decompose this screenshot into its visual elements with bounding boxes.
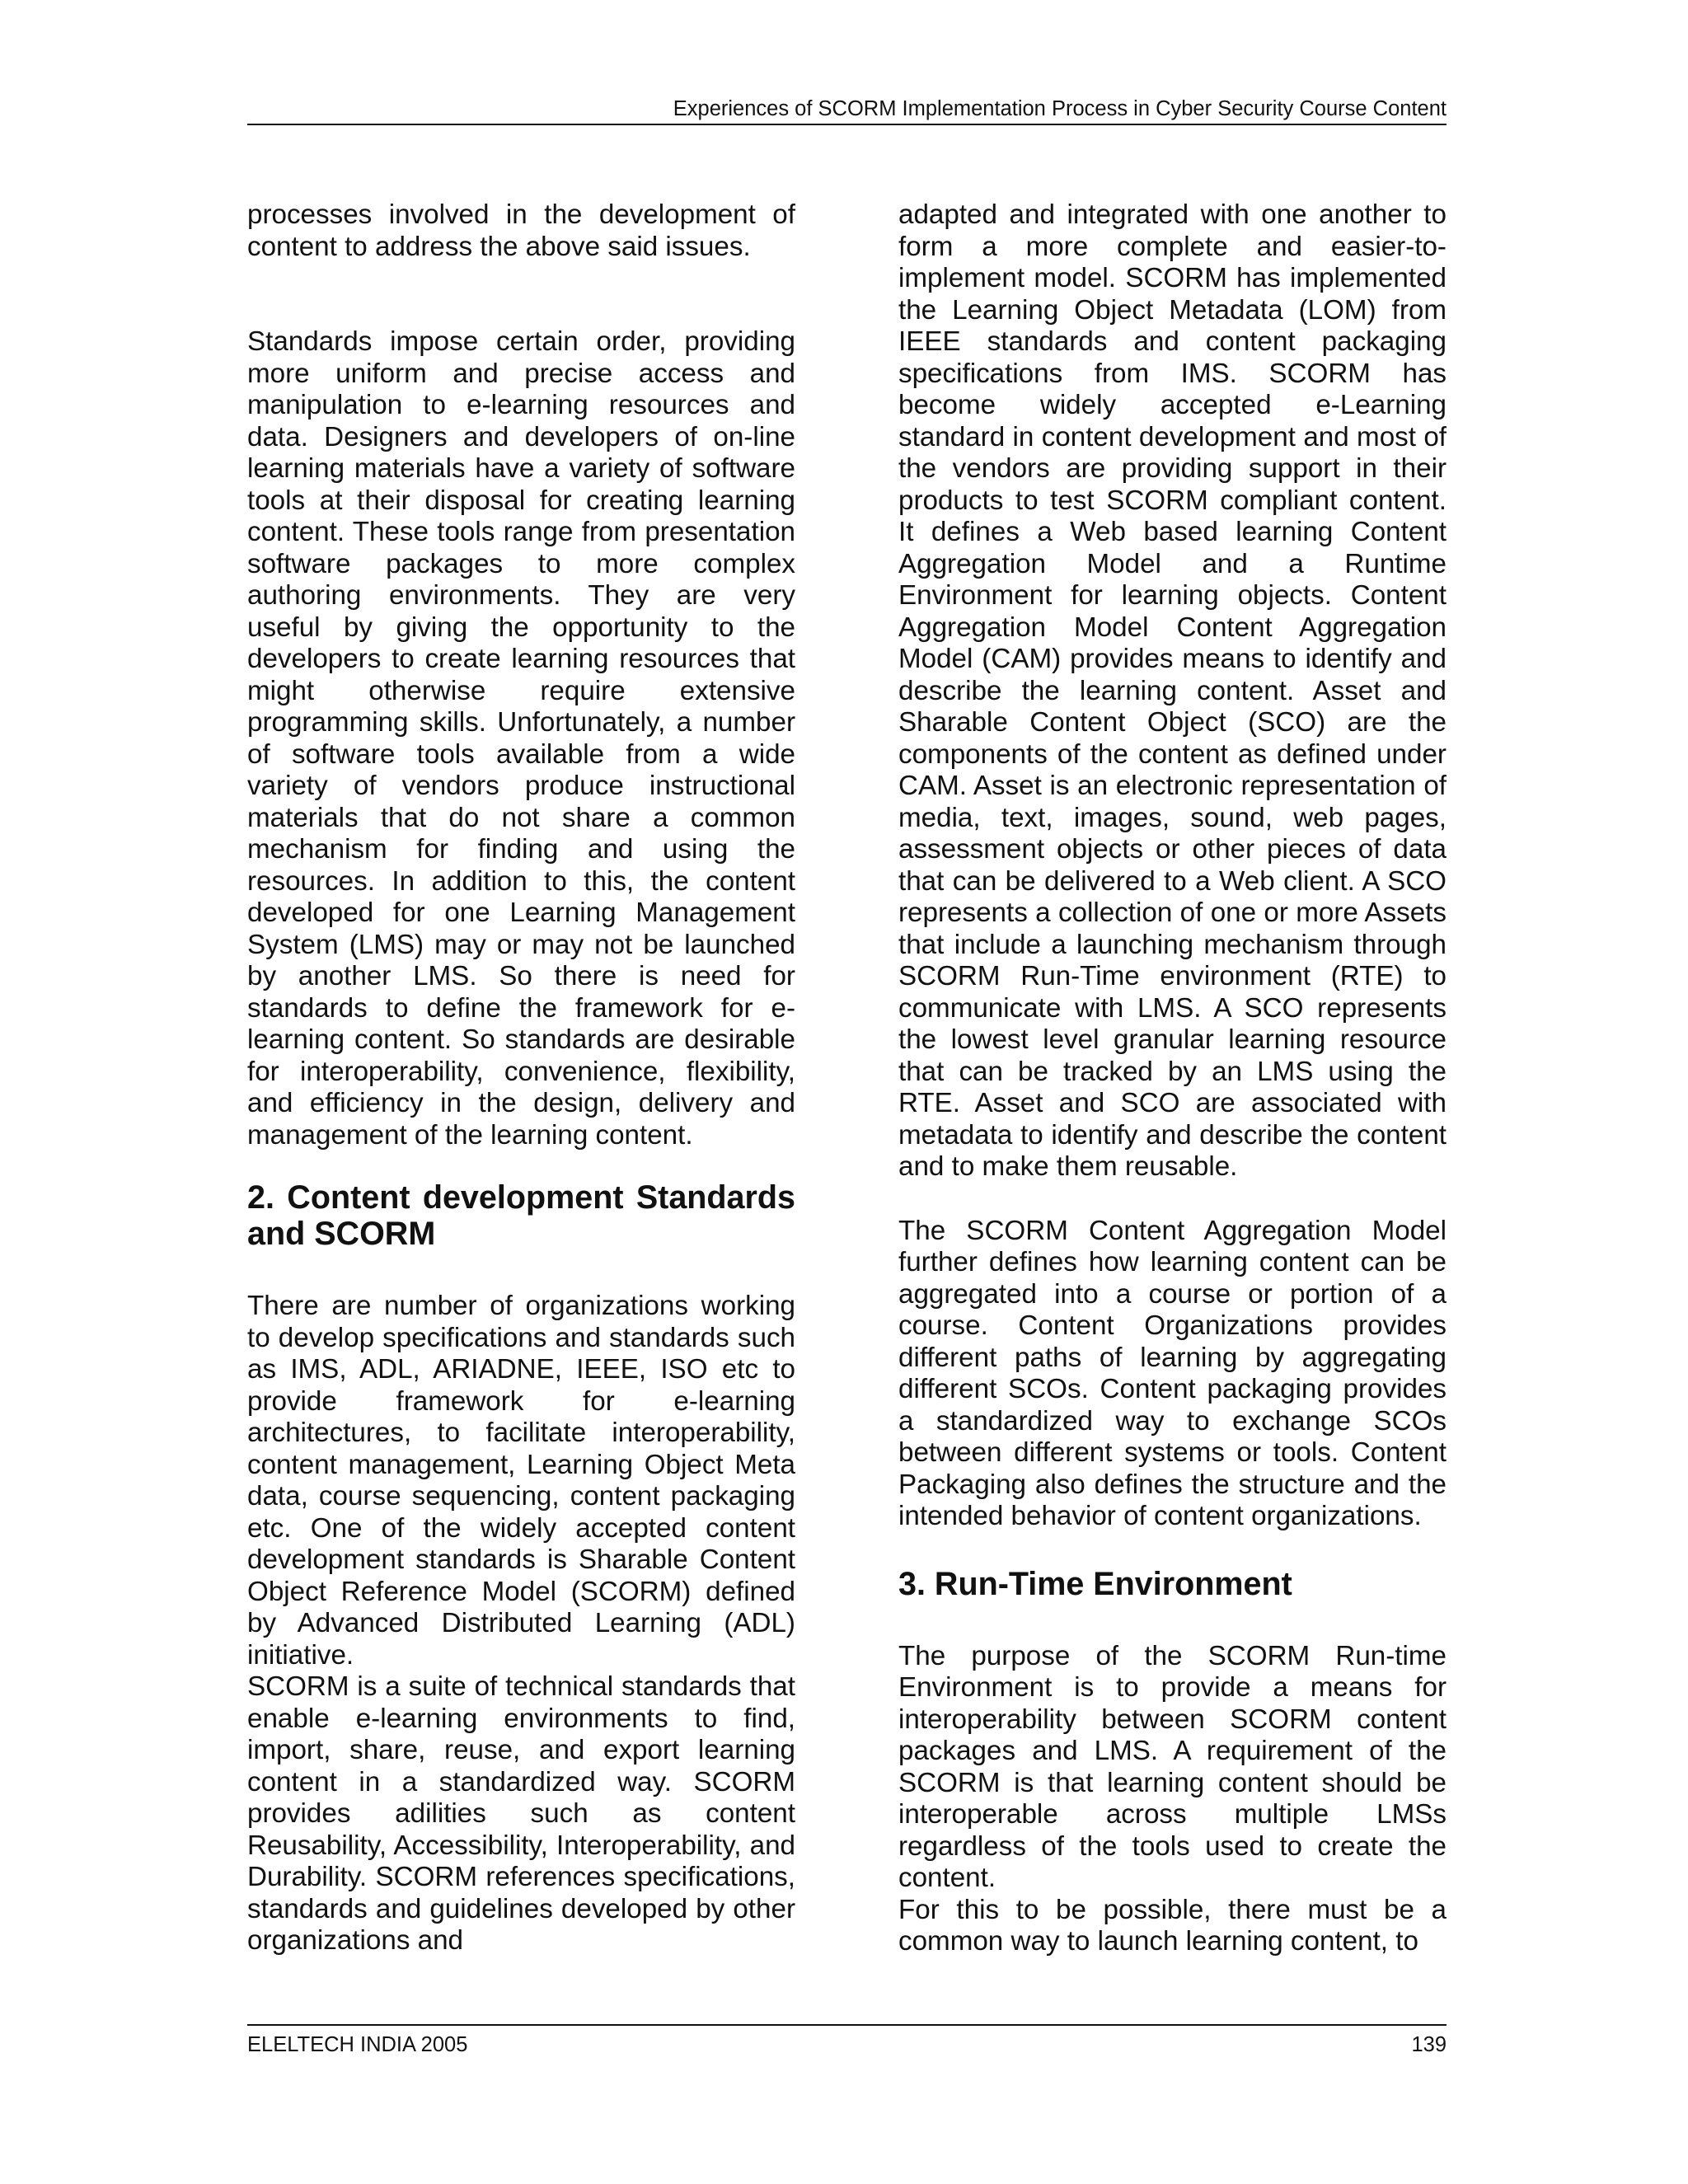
section-2-heading: 2. Content development Standards and SCORM bbox=[247, 1179, 795, 1252]
left-paragraph-1: processes involved in the development of content to address the above said issues. bbox=[247, 199, 795, 262]
right-paragraph-3: The purpose of the SCORM Run-time Environment is to provide a means for interoperability between SCORM content packages and LMS. A requirement of the SCORM is that learning content should be interoperable across multiple LMSs regardless of the tools used to create the content. bbox=[898, 1640, 1447, 1893]
right-paragraph-4: For this to be possible, there must be a common way to launch learning content, to bbox=[898, 1894, 1447, 1957]
section-3-heading: 3. Run-Time Environment bbox=[898, 1565, 1292, 1602]
page-number: 139 bbox=[1411, 2033, 1447, 2056]
running-header: Experiences of SCORM Implementation Process in Cyber Security Course Content bbox=[673, 97, 1447, 120]
right-paragraph-1: adapted and integrated with one another to form a more complete and easier-to-implement model. SCORM has implemented the Learning Object Metadata (LOM) from IEEE standards and content packaging specifications from IMS. SCORM has become widely accepted e-Learning standard in content development and most of the vendors are providing support in their products to test SCORM compliant content. It defines a Web based learning Content Aggregation Model and a Runtime Environment for learning objects. Content Aggregation Model Content Aggregation Model (CAM) provides means to identify and describe the learning content. Asset and Sharable Content Object (SCO) are the components of the content as defined under CAM. Asset is an electronic representation of media, text, images, sound, web pages, assessment objects or other pieces of data that can be delivered to a Web client. A SCO represents a collection of one or more Assets that include a launching mechanism through SCORM Run-Time environment (RTE) to communicate with LMS. A SCO represents the lowest level granular learning resource that can be tracked by an LMS using the RTE. Asset and SCO are associated with metadata to identify and describe the content and to make them reusable. bbox=[898, 199, 1447, 1182]
left-paragraph-2: Standards impose certain order, providing more uniform and precise access and manipulation to e-learning resources and data. Designers and developers of on-line learning materials have a variety of software tools at their disposal for creating learning content. These tools range from presentation software packages to more complex authoring environments. They are very useful by giving the opportunity to the developers to create learning resources that might otherwise require extensive programming skills. Unfortunately, a number of software tools available from a wide variety of vendors produce instructional materials that do not share a common mechanism for finding and using the resources. In addition to this, the content developed for one Learning Management System (LMS) may or may not be launched by another LMS. So there is need for standards to define the framework for e-learning content. So standards are desirable for interoperability, convenience, flexibility, and efficiency in the design, delivery and management of the learning content. bbox=[247, 326, 795, 1151]
right-paragraph-2: The SCORM Content Aggregation Model further defines how learning content can be aggregated into a course or portion of a course. Content Organizations provides different paths of learning by aggregating different SCOs. Content packaging provides a standardized way to exchange SCOs between different systems or tools. Content Packaging also defines the structure and the intended behavior of content organizations. bbox=[898, 1215, 1447, 1531]
left-paragraph-4: SCORM is a suite of technical standards that enable e-learning environments to find, import, share, reuse, and export learning content in a standardized way. SCORM provides adilities such as content Reusability, Accessibility, Interoperability, and Durability. SCORM references specifications, standards and guidelines developed by other organizations and bbox=[247, 1671, 795, 1956]
footer-rule bbox=[247, 2024, 1447, 2026]
left-paragraph-3: There are number of organizations working to develop specifications and standards such as IMS, ADL, ARIADNE, IEEE, ISO etc to provide framework for e-learning architectures, to facilitate interoperability, content management, Learning Object Meta data, course sequencing, content packaging etc. One of the widely accepted content development standards is Sharable Content Object Reference Model (SCORM) defined by Advanced Distributed Learning (ADL) initiative. bbox=[247, 1291, 795, 1671]
left-column bbox=[247, 199, 795, 1957]
header-rule bbox=[247, 124, 1447, 125]
right-column bbox=[898, 199, 1447, 1958]
footer-conference: ELELTECH INDIA 2005 bbox=[247, 2033, 468, 2056]
